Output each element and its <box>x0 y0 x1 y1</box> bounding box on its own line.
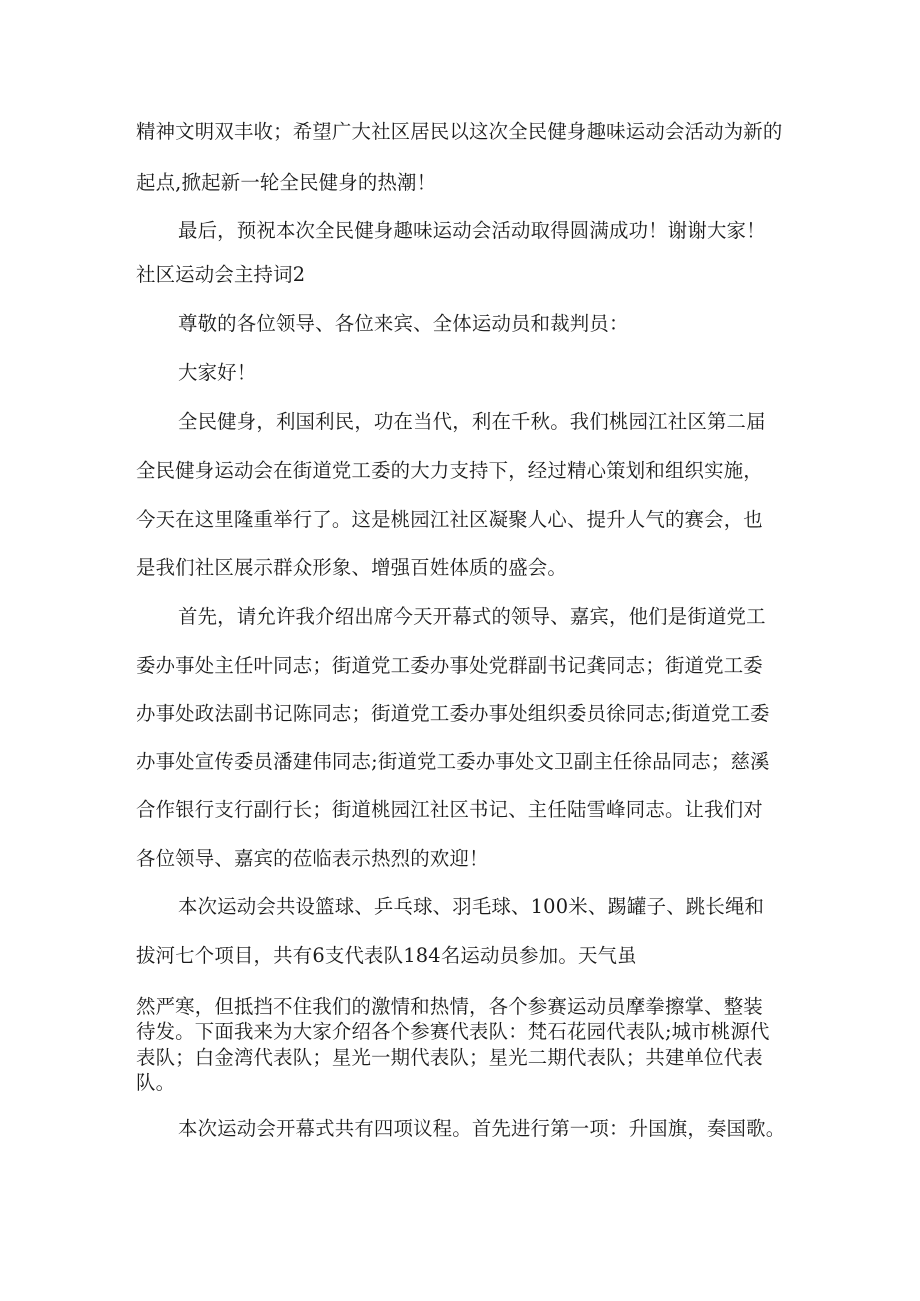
text-line: 本次运动会共设篮球、乒乓球、羽毛球、100米、踢罐子、跳长绳和 <box>178 895 765 918</box>
text-line: 今天在这里隆重举行了。这是桃园江社区凝聚人心、提升人气的赛会，也 <box>136 508 763 531</box>
text-line: 表队；白金湾代表队；星光一期代表队；星光二期代表队；共建单位代表 <box>136 1046 763 1069</box>
greeting: 大家好！ <box>178 361 257 384</box>
text-line: 全民健身，利国利民，功在当代，利在千秋。我们桃园江社区第二届 <box>178 410 766 433</box>
text-line: 合作银行支行副行长；街道桃园江社区书记、主任陆雪峰同志。让我们对 <box>136 798 763 821</box>
text-line: 办事处宣传委员潘建伟同志;街道党工委办事处文卫副主任徐品同志；慈溪 <box>136 750 770 773</box>
text-line: 首先，请允许我介绍出席今天开幕式的领导、嘉宾，他们是街道党工 <box>178 605 766 628</box>
text-line: 全民健身运动会在街道党工委的大力支持下，经过精心策划和组织实施， <box>136 459 763 482</box>
text-line: 最后，预祝本次全民健身趣味运动会活动取得圆满成功！谢谢大家！ <box>178 219 766 242</box>
text-line: 精神文明双丰收；希望广大社区居民以这次全民健身趣味运动会活动为新的 <box>136 120 783 143</box>
text-line: 待发。下面我来为大家介绍各个参赛代表队：梵石花园代表队;城市桃源代 <box>136 1020 770 1043</box>
text-line: 然严寒，但抵挡不住我们的激情和热情，各个参赛运动员摩拳擦掌、整装 <box>136 995 763 1018</box>
text-line: 委办事处主任叶同志；街道党工委办事处党群副书记龚同志；街道党工委 <box>136 654 763 677</box>
salutation: 尊敬的各位领导、各位来宾、全体运动员和裁判员： <box>178 312 629 335</box>
text-line: 是我们社区展示群众形象、增强百姓体质的盛会。 <box>136 556 567 579</box>
text-line: 起点,掀起新一轮全民健身的热潮！ <box>136 171 437 194</box>
text-line: 各位领导、嘉宾的莅临表示热烈的欢迎！ <box>136 847 489 870</box>
text-line: 办事处政法副书记陈同志；街道党工委办事处组织委员徐同志;街道党工委 <box>136 702 770 725</box>
section-heading: 社区运动会主持词2 <box>136 263 306 286</box>
text-line: 本次运动会开幕式共有四项议程。首先进行第一项：升国旗，奏国歌。 <box>178 1117 786 1140</box>
text-line: 拔河七个项目，共有6支代表队184名运动员参加。天气虽 <box>136 944 637 967</box>
text-line: 队。 <box>136 1071 176 1094</box>
